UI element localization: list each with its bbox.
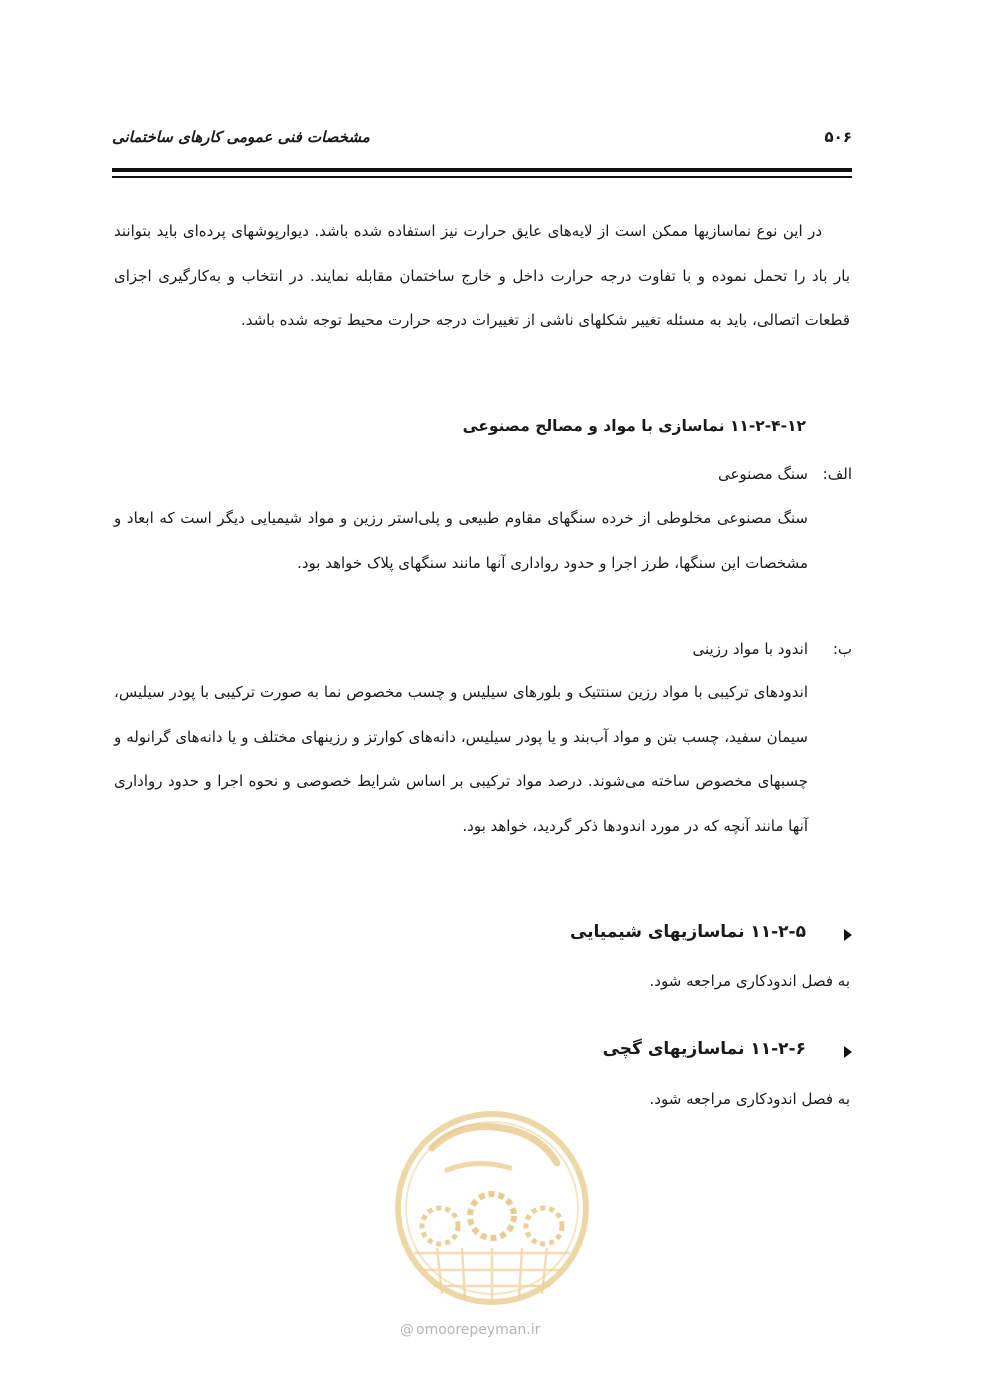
bullet-triangle-icon: [844, 1046, 852, 1058]
item-body-resin-plaster-text: اندودهای ترکیبی با مواد رزین سنتتیک و بلورهای سیلیس و چسب مخصوص نما به صورت ترکیبی با پودر سیلیس، سیمان سفید، چسب بتن و مواد آب‌بند و یا پودر سیلیس، دانه‌های کوارتز و رزینهای مختلف و یا دانه‌های گرانوله و چسبهای مخصوص ساخته می‌شوند. درصد مواد ترکیبی بر اساس شرایط خصوصی و نحوه اجرا و حدود رواداری آنها مانند آنچه که در مورد اندودها ذکر گردید، خواهد بود.: [114, 683, 808, 835]
intro-paragraph-text: در این نوع نماسازیها ممکن است از لایه‌های عایق حرارت نیز استفاده شده باشد. دیوارپوشهای پرده‌ای باید بتوانند بار باد را تحمل نموده و با تفاوت درجه حرارت داخل و خارج ساختمان مقابله نمایند. در انتخاب و به‌کارگیری اجزای قطعات اتصالی، باید به مسئله تغییر شکلهای ناشی از تغییرات درجه حرارت محیط توجه شده باشد.: [114, 222, 850, 329]
running-header-title: مشخصات فنی عمومی کارهای ساختمانی: [112, 128, 370, 146]
section-heading-chemical: ۱۱-۲-۵ نماسازیهای شیمیایی: [569, 922, 806, 942]
watermark-url: [400, 1322, 540, 1338]
item-title-resin-plaster: اندود با مواد رزینی: [692, 640, 808, 658]
header-rule-thin: [112, 176, 852, 178]
section-body-chemical: به فصل اندودکاری مراجعه شود.: [649, 972, 850, 990]
item-body-artificial-stone-text: سنگ مصنوعی مخلوطی از خرده سنگهای مقاوم طبیعی و پلی‌استر رزین و مواد شیمیایی دیگر است که ابعاد و مشخصات این سنگها، طرز اجرا و حدود رواداری آنها مانند سنگهای پلاک خواهد بود.: [114, 509, 808, 572]
item-body-resin-plaster: [114, 670, 808, 848]
item-body-artificial-stone: [114, 496, 808, 585]
bullet-triangle-icon: [844, 929, 852, 941]
at-sign-icon: @: [400, 1322, 414, 1338]
item-title-artificial-stone: سنگ مصنوعی: [717, 465, 808, 483]
section-heading-gypsum: ۱۱-۲-۶ نماسازیهای گچی: [602, 1039, 806, 1059]
watermark-url-text: omoorepeyman.ir: [416, 1322, 541, 1338]
omoorepeyman-seal-logo: [392, 1108, 592, 1308]
item-label-be: ب:: [832, 640, 852, 658]
subsection-heading: ۱۱-۲-۴-۱۲ نماسازی با مواد و مصالح مصنوعی: [462, 417, 806, 435]
item-label-alef: الف:: [822, 465, 852, 483]
section-body-gypsum: به فصل اندودکاری مراجعه شود.: [649, 1090, 850, 1108]
page-number: ۵۰۶: [824, 128, 852, 146]
intro-paragraph: [114, 209, 850, 343]
header-rule-thick: [112, 168, 852, 172]
